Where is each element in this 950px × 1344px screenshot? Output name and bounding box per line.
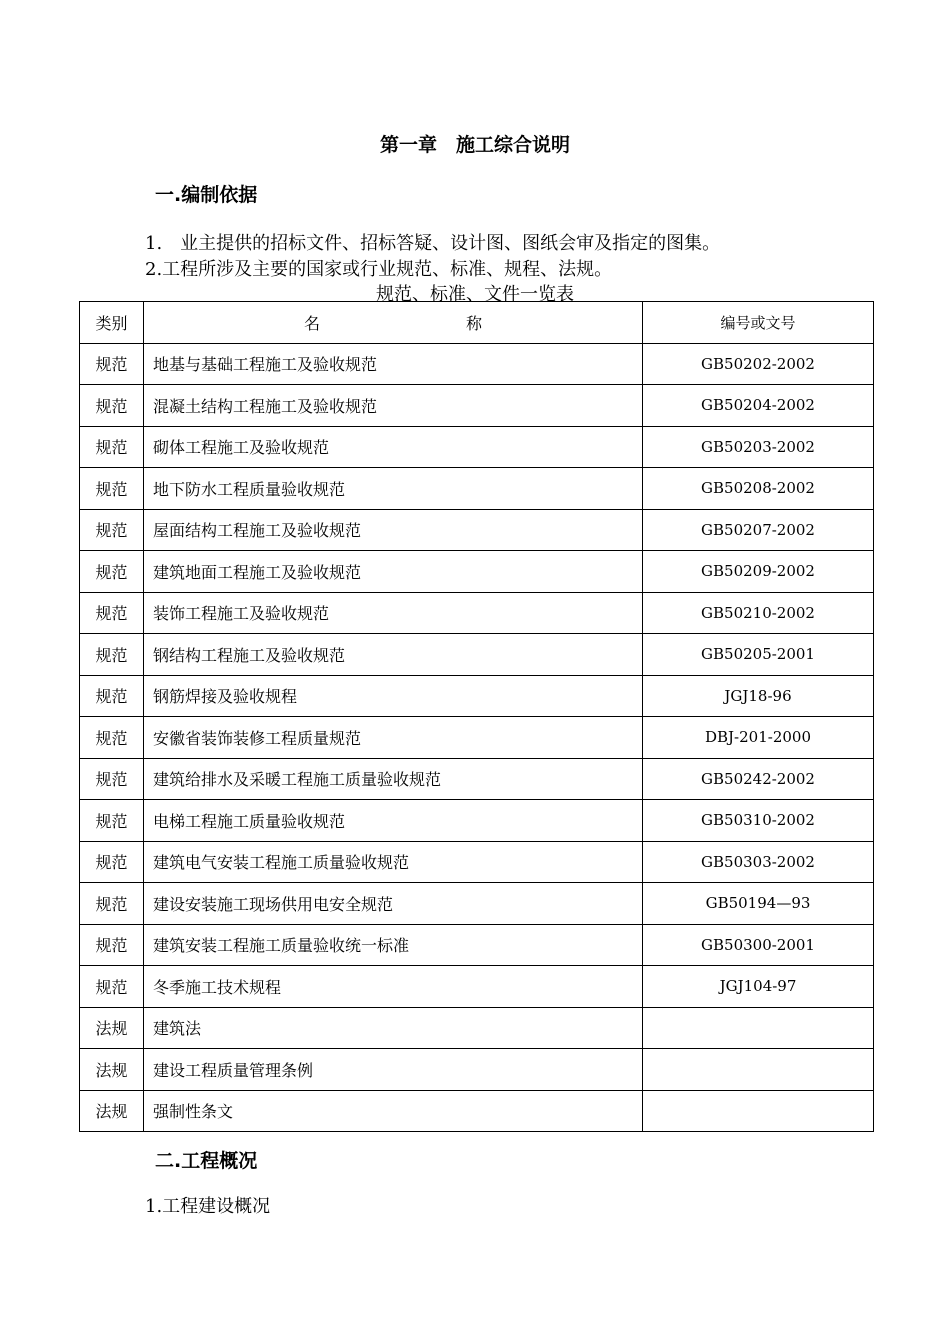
header-category: 类别 xyxy=(80,302,144,344)
row-category: 规范 xyxy=(80,841,144,883)
table-row xyxy=(80,675,874,717)
row-code: JGJ18-96 xyxy=(643,675,874,717)
row-name: 钢筋焊接及验收规程 xyxy=(144,675,643,717)
header-name xyxy=(144,302,643,344)
table-row xyxy=(80,758,874,800)
row-name: 装饰工程施工及验收规范 xyxy=(144,592,643,634)
table-row xyxy=(80,800,874,842)
row-name: 安徽省装饰装修工程质量规范 xyxy=(144,717,643,759)
section-heading-overview: 二.工程概况 xyxy=(155,1150,258,1172)
row-code: GB50310-2002 xyxy=(643,800,874,842)
row-code xyxy=(643,1049,874,1091)
table-row xyxy=(80,1090,874,1132)
row-category: 法规 xyxy=(80,1007,144,1049)
row-code: GB50194—93 xyxy=(643,883,874,925)
row-category: 规范 xyxy=(80,592,144,634)
row-category: 规范 xyxy=(80,343,144,385)
table-row xyxy=(80,592,874,634)
row-name: 电梯工程施工质量验收规范 xyxy=(144,800,643,842)
row-name: 建筑地面工程施工及验收规范 xyxy=(144,551,643,593)
row-code: GB50204-2002 xyxy=(643,385,874,427)
row-name: 建设工程质量管理条例 xyxy=(144,1049,643,1091)
row-category: 规范 xyxy=(80,385,144,427)
row-name: 冬季施工技术规程 xyxy=(144,966,643,1008)
table-row xyxy=(80,883,874,925)
section-heading-basis: 一.编制依据 xyxy=(155,184,258,206)
header-code: 编号或文号 xyxy=(643,302,874,344)
row-name: 建筑电气安装工程施工质量验收规范 xyxy=(144,841,643,883)
row-code: GB50208-2002 xyxy=(643,468,874,510)
row-category: 规范 xyxy=(80,675,144,717)
row-category: 规范 xyxy=(80,924,144,966)
row-code: JGJ104-97 xyxy=(643,966,874,1008)
row-name: 建设安装施工现场供用电安全规范 xyxy=(144,883,643,925)
regulations-table xyxy=(79,301,874,1132)
row-code: DBJ-201-2000 xyxy=(643,717,874,759)
overview-item-1: 1.工程建设概况 xyxy=(145,1196,271,1217)
row-code xyxy=(643,1090,874,1132)
row-category: 规范 xyxy=(80,883,144,925)
row-name: 地下防水工程质量验收规范 xyxy=(144,468,643,510)
row-name: 钢结构工程施工及验收规范 xyxy=(144,634,643,676)
table-row xyxy=(80,509,874,551)
row-category: 规范 xyxy=(80,758,144,800)
table-row xyxy=(80,551,874,593)
row-name: 建筑给排水及采暖工程施工质量验收规范 xyxy=(144,758,643,800)
table-row xyxy=(80,426,874,468)
row-category: 法规 xyxy=(80,1049,144,1091)
table-row xyxy=(80,468,874,510)
table-caption: 规范、标准、文件一览表 xyxy=(376,284,574,305)
table-row xyxy=(80,1007,874,1049)
row-name: 砌体工程施工及验收规范 xyxy=(144,426,643,468)
row-name: 强制性条文 xyxy=(144,1090,643,1132)
row-category: 规范 xyxy=(80,551,144,593)
row-name: 建筑安装工程施工质量验收统一标准 xyxy=(144,924,643,966)
header-name-right: 称 xyxy=(465,313,482,333)
row-category: 规范 xyxy=(80,468,144,510)
table-row xyxy=(80,1049,874,1091)
row-code: GB50207-2002 xyxy=(643,509,874,551)
table-row xyxy=(80,343,874,385)
row-category: 法规 xyxy=(80,1090,144,1132)
basis-item-2: 2.工程所涉及主要的国家或行业规范、标准、规程、法规。 xyxy=(145,259,613,280)
row-code xyxy=(643,1007,874,1049)
row-category: 规范 xyxy=(80,800,144,842)
row-code: GB50300-2001 xyxy=(643,924,874,966)
table-row xyxy=(80,634,874,676)
row-category: 规范 xyxy=(80,634,144,676)
header-name-left: 名 xyxy=(304,313,321,333)
table-row xyxy=(80,966,874,1008)
row-name: 地基与基础工程施工及验收规范 xyxy=(144,343,643,385)
row-code: GB50242-2002 xyxy=(643,758,874,800)
row-name: 混凝土结构工程施工及验收规范 xyxy=(144,385,643,427)
row-category: 规范 xyxy=(80,509,144,551)
table-row xyxy=(80,717,874,759)
row-category: 规范 xyxy=(80,426,144,468)
table-row xyxy=(80,385,874,427)
table-row xyxy=(80,841,874,883)
table-row xyxy=(80,924,874,966)
row-code: GB50303-2002 xyxy=(643,841,874,883)
row-code: GB50205-2001 xyxy=(643,634,874,676)
basis-item-1: 1. 业主提供的招标文件、招标答疑、设计图、图纸会审及指定的图集。 xyxy=(145,233,721,254)
row-category: 规范 xyxy=(80,717,144,759)
row-code: GB50202-2002 xyxy=(643,343,874,385)
chapter-title: 第一章 施工综合说明 xyxy=(379,134,570,156)
table-header-row xyxy=(80,302,874,344)
row-name: 建筑法 xyxy=(144,1007,643,1049)
row-code: GB50209-2002 xyxy=(643,551,874,593)
row-category: 规范 xyxy=(80,966,144,1008)
row-code: GB50203-2002 xyxy=(643,426,874,468)
row-name: 屋面结构工程施工及验收规范 xyxy=(144,509,643,551)
row-code: GB50210-2002 xyxy=(643,592,874,634)
